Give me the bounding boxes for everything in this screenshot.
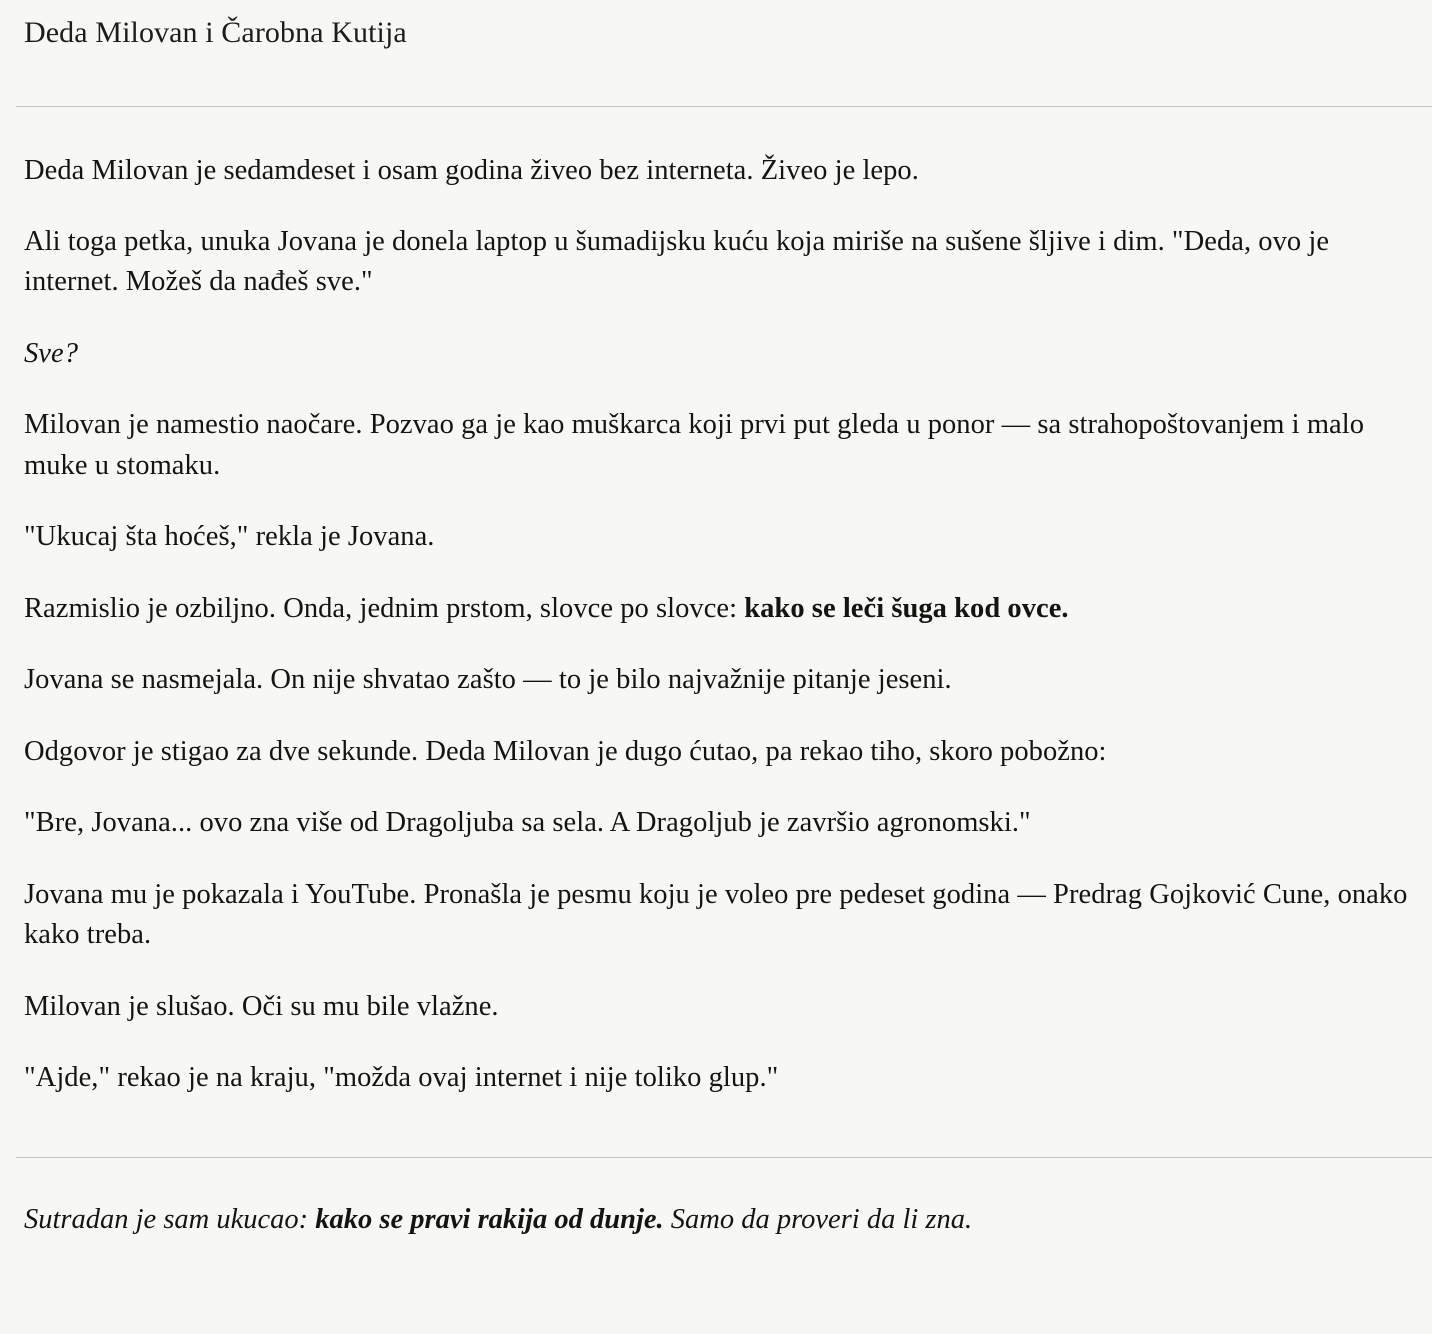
paragraph-6 xyxy=(24,558,1408,629)
paragraph-3-emphasis: Sve? xyxy=(24,337,78,369)
document-footer xyxy=(0,1158,1432,1240)
document-body xyxy=(0,107,1432,1099)
paragraph-10: Jovana mu je pokazala i YouTube. Pronašla je pesmu koju je voleo pre pedeset godina — Predrag Gojković Cune, onako kako treba. xyxy=(24,878,1408,951)
paragraph-12: "Ajde," rekao je na kraju, "možda ovaj internet i nije toliko glup." xyxy=(24,1062,779,1094)
footnote-search-query-highlight: kako se pravi rakija od dunje. xyxy=(315,1203,664,1235)
page-title: Deda Milovan i Čarobna Kutija xyxy=(24,16,407,49)
paragraph-6-lead: Razmislio je ozbiljno. Onda, jednim prstom, slovce po slovce: xyxy=(24,592,745,624)
paragraph-4: Milovan je namestio naočare. Pozvao ga je kao muškarca koji prvi put gleda u ponor — sa strahopoštovanjem i malo muke u stomaku. xyxy=(24,409,1365,481)
footnote-lead: Sutradan je sam ukucao: xyxy=(24,1203,316,1235)
footnote xyxy=(24,1158,1408,1240)
paragraph-5: "Ukucaj šta hoćeš," rekla je Jovana. xyxy=(24,521,435,553)
paragraph-2: Ali toga petka, unuka Jovana je donela laptop u šumadijsku kuću koja miriše na sušene šljive i dim. "Deda, ovo je internet. Možeš da nađeš sve." xyxy=(24,225,1330,298)
search-query-highlight: kako se leči šuga kod ovce. xyxy=(744,592,1069,624)
paragraph-11: Milovan je slušao. Oči su mu bile vlažne. xyxy=(24,990,499,1022)
footnote-tail: Samo da proveri da li zna. xyxy=(663,1203,973,1235)
document-header xyxy=(0,0,1432,52)
paragraph-1: Deda Milovan je sedamdeset i osam godina živeo bez interneta. Živeo je lepo. xyxy=(24,154,919,186)
paragraph-7: Jovana se nasmejala. On nije shvatao zašto — to je bilo najvažnije pitanje jeseni. xyxy=(24,664,952,696)
paragraph-9: "Bre, Jovana... ovo zna više od Dragoljuba sa sela. A Dragoljub je završio agronomski." xyxy=(24,807,1031,839)
paragraph-8: Odgovor je stigao za dve sekunde. Deda Milovan je dugo ćutao, pa rekao tiho, skoro pobožno: xyxy=(24,735,1107,767)
